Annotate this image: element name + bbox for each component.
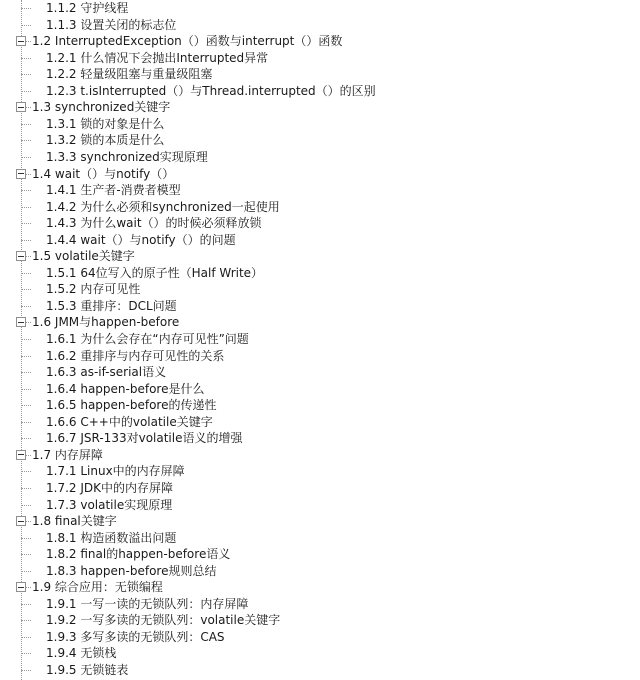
item-label: 1.6.7 JSR-133对volatile语义的增强 <box>46 431 243 446</box>
tree-connector <box>26 174 31 175</box>
tree-leaf-node[interactable] <box>0 298 640 315</box>
item-label: 1.9.5 无锁链表 <box>46 663 129 677</box>
tree-section-node[interactable] <box>0 513 640 530</box>
tree-leaf-node[interactable] <box>0 348 640 365</box>
item-label: 1.9.3 多写多读的无锁队列：CAS <box>46 629 225 644</box>
collapse-toggle-icon[interactable] <box>16 251 26 261</box>
tree-leaf-node[interactable] <box>0 546 640 563</box>
tree-connector <box>26 322 31 323</box>
tree-section-node[interactable] <box>0 248 640 265</box>
tree-leaf-node[interactable] <box>0 364 640 381</box>
tree-connector <box>26 521 31 522</box>
item-label: 1.4.3 为什么wait（）的时候必须释放锁 <box>46 216 262 231</box>
item-label: 1.3.1 锁的对象是什么 <box>46 116 165 131</box>
tree-connector <box>21 604 31 605</box>
tree-leaf-node[interactable] <box>0 149 640 166</box>
tree-connector <box>21 637 31 638</box>
item-label: 1.4.2 为什么必须和synchronized一起使用 <box>46 199 280 214</box>
tree-connector <box>21 8 31 9</box>
tree-leaf-node[interactable] <box>0 463 640 480</box>
section-label: 1.7 内存屏障 <box>32 447 103 462</box>
tree-connector <box>21 505 31 506</box>
tree-leaf-node[interactable] <box>0 645 640 662</box>
tree-leaf-node[interactable] <box>0 596 640 613</box>
tree-connector <box>21 538 31 539</box>
tree-leaf-node[interactable] <box>0 281 640 298</box>
tree-leaf-node[interactable] <box>0 397 640 414</box>
item-label: 1.2.2 轻量级阻塞与重量级阻塞 <box>46 67 213 82</box>
item-label: 1.6.6 C++中的volatile关键字 <box>46 414 213 429</box>
tree-leaf-node[interactable] <box>0 414 640 431</box>
item-label: 1.4.1 生产者-消费者模型 <box>46 183 181 198</box>
tree-leaf-node[interactable] <box>0 612 640 629</box>
item-label: 1.1.3 设置关闭的标志位 <box>46 17 177 32</box>
tree-leaf-node[interactable] <box>0 381 640 398</box>
item-label: 1.7.3 volatile实现原理 <box>46 497 173 512</box>
item-label: 1.5.2 内存可见性 <box>46 282 141 297</box>
tree-connector <box>21 372 31 373</box>
section-label: 1.8 final关键字 <box>32 514 117 529</box>
item-label: 1.7.2 JDK中的内存屏障 <box>46 480 173 495</box>
tree-leaf-node[interactable] <box>0 232 640 249</box>
item-label: 1.4.4 wait（）与notify（）的问题 <box>46 232 236 247</box>
tree-connector <box>21 488 31 489</box>
tree-connector <box>21 653 31 654</box>
collapse-toggle-icon[interactable] <box>16 102 26 112</box>
item-label: 1.5.1 64位写入的原子性（Half Write） <box>46 265 264 280</box>
tree-leaf-node[interactable] <box>0 199 640 216</box>
tree-connector <box>21 190 31 191</box>
tree-section-node[interactable] <box>0 579 640 596</box>
tree-leaf-node[interactable] <box>0 0 640 17</box>
section-label: 1.3 synchronized关键字 <box>32 100 171 115</box>
item-label: 1.6.5 happen-before的传递性 <box>46 398 217 413</box>
item-label: 1.9.4 无锁栈 <box>46 646 117 661</box>
tree-connector <box>21 289 31 290</box>
item-label: 1.1.2 守护线程 <box>46 1 129 15</box>
tree-section-node[interactable] <box>0 99 640 116</box>
section-label: 1.6 JMM与happen-before <box>32 315 180 330</box>
tree-connector <box>21 670 31 671</box>
tree-leaf-node[interactable] <box>0 629 640 646</box>
tree-connector <box>21 405 31 406</box>
item-label: 1.6.1 为什么会存在“内存可见性”问题 <box>46 332 249 346</box>
collapse-toggle-icon[interactable] <box>16 169 26 179</box>
tree-connector <box>21 223 31 224</box>
tree-connector <box>21 140 31 141</box>
item-label: 1.8.2 final的happen-before语义 <box>46 547 231 562</box>
item-label: 1.8.3 happen-before规则总结 <box>46 563 217 578</box>
tree-connector <box>26 587 31 588</box>
tree-connector <box>21 422 31 423</box>
collapse-toggle-icon[interactable] <box>16 582 26 592</box>
tree-connector <box>21 124 31 125</box>
tree-connector <box>21 58 31 59</box>
tree-connector <box>21 91 31 92</box>
item-label: 1.8.1 构造函数溢出问题 <box>46 530 177 545</box>
tree-connector <box>21 207 31 208</box>
tree-leaf-node[interactable] <box>0 430 640 447</box>
item-label: 1.3.2 锁的本质是什么 <box>46 133 165 148</box>
collapse-toggle-icon[interactable] <box>16 36 26 46</box>
section-label: 1.2 InterruptedException（）函数与interrupt（）函数 <box>32 34 343 49</box>
tree-connector <box>21 74 31 75</box>
item-label: 1.6.3 as-if-serial语义 <box>46 365 167 380</box>
collapse-toggle-icon[interactable] <box>16 317 26 327</box>
item-label: 1.9.1 一写一读的无锁队列：内存屏障 <box>46 596 249 611</box>
tree-connector <box>21 571 31 572</box>
item-label: 1.6.2 重排序与内存可见性的关系 <box>46 348 225 363</box>
tree-leaf-node[interactable] <box>0 50 640 67</box>
item-label: 1.2.3 t.isInterrupted（）与Thread.interrupted（）的区别 <box>46 83 376 98</box>
tree-connector <box>21 620 31 621</box>
tree-connector <box>21 306 31 307</box>
collapse-toggle-icon[interactable] <box>16 516 26 526</box>
tree-connector <box>21 339 31 340</box>
item-label: 1.5.3 重排序：DCL问题 <box>46 298 177 313</box>
tree-connector <box>26 41 31 42</box>
tree-connector <box>21 554 31 555</box>
tree-leaf-node[interactable] <box>0 83 640 100</box>
tree-leaf-node[interactable] <box>0 530 640 547</box>
item-label: 1.3.3 synchronized实现原理 <box>46 149 208 164</box>
tree-leaf-node[interactable] <box>0 662 640 679</box>
tree-connector <box>26 107 31 108</box>
tree-section-node[interactable] <box>0 314 640 331</box>
tree-connector <box>26 455 31 456</box>
tree-section-node[interactable] <box>0 447 640 464</box>
tree-connector <box>21 438 31 439</box>
tree-connector <box>21 389 31 390</box>
tree-leaf-node[interactable] <box>0 17 640 34</box>
tree-connector <box>21 25 31 26</box>
tree-connector <box>21 157 31 158</box>
tree-leaf-node[interactable] <box>0 66 640 83</box>
tree-leaf-node[interactable] <box>0 563 640 580</box>
tree-connector <box>21 471 31 472</box>
item-label: 1.7.1 Linux中的内存屏障 <box>46 464 185 479</box>
tree-leaf-node[interactable] <box>0 331 640 348</box>
section-label: 1.9 综合应用：无锁编程 <box>32 580 163 595</box>
tree-leaf-node[interactable] <box>0 132 640 149</box>
tree-section-node[interactable] <box>0 166 640 183</box>
tree-leaf-node[interactable] <box>0 480 640 497</box>
item-label: 1.2.1 什么情况下会抛出Interrupted异常 <box>46 50 269 65</box>
tree-connector <box>21 240 31 241</box>
tree-leaf-node[interactable] <box>0 116 640 133</box>
item-label: 1.6.4 happen-before是什么 <box>46 381 205 396</box>
section-label: 1.5 volatile关键字 <box>32 249 135 264</box>
tree-leaf-node[interactable] <box>0 215 640 232</box>
tree-connector <box>21 356 31 357</box>
tree-section-node[interactable] <box>0 33 640 50</box>
section-label: 1.4 wait（）与notify（） <box>32 166 175 181</box>
item-label: 1.9.2 一写多读的无锁队列：volatile关键字 <box>46 613 281 628</box>
tree-leaf-node[interactable] <box>0 497 640 514</box>
tree-connector <box>21 273 31 274</box>
tree-leaf-node[interactable] <box>0 265 640 282</box>
tree-connector <box>26 256 31 257</box>
tree-leaf-node[interactable] <box>0 182 640 199</box>
collapse-toggle-icon[interactable] <box>16 450 26 460</box>
